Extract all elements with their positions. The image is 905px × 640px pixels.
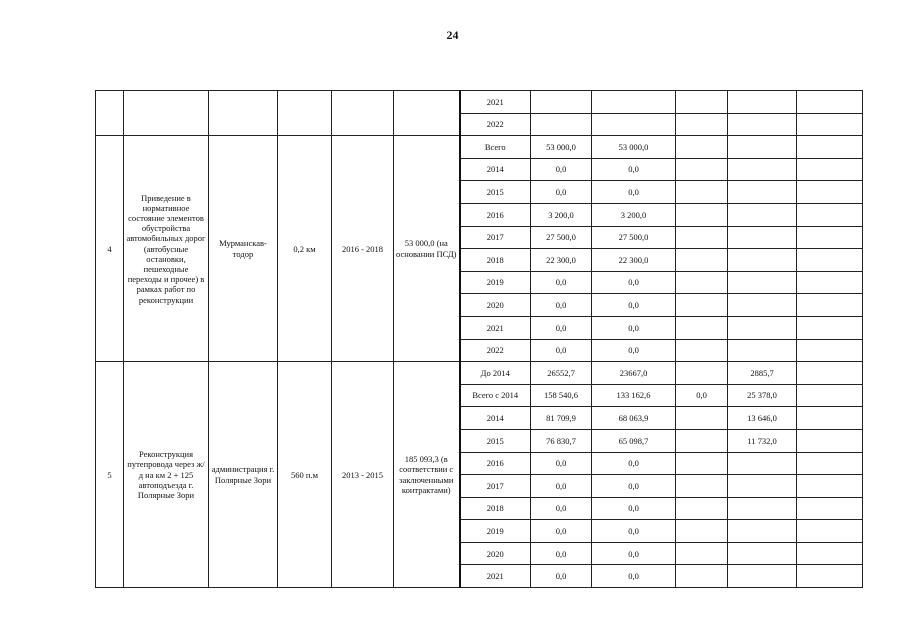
value-cell-c3 bbox=[676, 475, 728, 498]
value-cell-c4 bbox=[728, 316, 797, 339]
value-cell-c4 bbox=[728, 181, 797, 204]
value-cell-c4 bbox=[728, 91, 797, 114]
value-cell-c5 bbox=[797, 362, 863, 385]
cell-cost bbox=[394, 91, 460, 136]
year-cell: 2022 bbox=[460, 339, 531, 362]
value-cell-c5 bbox=[797, 429, 863, 452]
value-cell-c2: 0,0 bbox=[592, 271, 676, 294]
year-cell: 2015 bbox=[460, 429, 531, 452]
value-cell-c3 bbox=[676, 542, 728, 565]
value-cell-c5 bbox=[797, 294, 863, 317]
value-cell-c3 bbox=[676, 203, 728, 226]
table-row bbox=[96, 91, 863, 114]
project-customer: администрация г. Полярные Зори bbox=[209, 362, 278, 588]
value-cell-c4 bbox=[728, 113, 797, 136]
value-cell-c1: 3 200,0 bbox=[531, 203, 592, 226]
value-cell-c1: 0,0 bbox=[531, 520, 592, 543]
value-cell-c2: 0,0 bbox=[592, 497, 676, 520]
value-cell-c2: 68 063,9 bbox=[592, 407, 676, 430]
value-cell-c2: 0,0 bbox=[592, 294, 676, 317]
value-cell-c2: 22 300,0 bbox=[592, 249, 676, 272]
table-row bbox=[96, 136, 863, 159]
value-cell-c3 bbox=[676, 407, 728, 430]
table-body bbox=[96, 91, 863, 588]
year-cell: 2020 bbox=[460, 294, 531, 317]
value-cell-c4 bbox=[728, 565, 797, 588]
value-cell-c4: 2885,7 bbox=[728, 362, 797, 385]
value-cell-c3 bbox=[676, 249, 728, 272]
cell-capacity bbox=[278, 91, 332, 136]
year-cell: 2019 bbox=[460, 520, 531, 543]
cell-customer bbox=[209, 91, 278, 136]
funding-table bbox=[95, 90, 863, 588]
year-cell: 2017 bbox=[460, 475, 531, 498]
project-capacity: 0,2 км bbox=[278, 136, 332, 362]
value-cell-c2: 0,0 bbox=[592, 339, 676, 362]
value-cell-c2: 133 162,6 bbox=[592, 384, 676, 407]
project-name: Реконструкция путепровода через ж/д на км 2 + 125 автоподъезда г. Полярные Зори bbox=[124, 362, 209, 588]
value-cell-c1: 158 540,6 bbox=[531, 384, 592, 407]
value-cell-c5 bbox=[797, 497, 863, 520]
value-cell-c4 bbox=[728, 249, 797, 272]
value-cell-c5 bbox=[797, 249, 863, 272]
value-cell-c2: 0,0 bbox=[592, 542, 676, 565]
value-cell-c3 bbox=[676, 362, 728, 385]
value-cell-c2: 27 500,0 bbox=[592, 226, 676, 249]
value-cell-c2: 65 098,7 bbox=[592, 429, 676, 452]
year-cell: До 2014 bbox=[460, 362, 531, 385]
value-cell-c1: 0,0 bbox=[531, 158, 592, 181]
project-cost: 185 093,3 (в соответствии с заключенными контрактами) bbox=[394, 362, 460, 588]
value-cell-c5 bbox=[797, 271, 863, 294]
year-cell: 2016 bbox=[460, 203, 531, 226]
value-cell-c1: 76 830,7 bbox=[531, 429, 592, 452]
value-cell-c4 bbox=[728, 226, 797, 249]
value-cell-c4 bbox=[728, 542, 797, 565]
value-cell-c4 bbox=[728, 520, 797, 543]
value-cell-c4 bbox=[728, 294, 797, 317]
value-cell-c1: 0,0 bbox=[531, 475, 592, 498]
value-cell-c3 bbox=[676, 565, 728, 588]
value-cell-c2 bbox=[592, 91, 676, 114]
value-cell-c4 bbox=[728, 203, 797, 226]
cell-no bbox=[96, 91, 124, 136]
value-cell-c3 bbox=[676, 339, 728, 362]
year-cell: 2015 bbox=[460, 181, 531, 204]
value-cell-c2: 0,0 bbox=[592, 181, 676, 204]
year-cell: 2020 bbox=[460, 542, 531, 565]
value-cell-c4 bbox=[728, 271, 797, 294]
value-cell-c4 bbox=[728, 136, 797, 159]
value-cell-c3 bbox=[676, 520, 728, 543]
value-cell-c1: 0,0 bbox=[531, 316, 592, 339]
year-cell: 2018 bbox=[460, 249, 531, 272]
table-row bbox=[96, 362, 863, 385]
value-cell-c3 bbox=[676, 136, 728, 159]
value-cell-c4: 25 378,0 bbox=[728, 384, 797, 407]
value-cell-c5 bbox=[797, 136, 863, 159]
year-cell: 2019 bbox=[460, 271, 531, 294]
cell-name bbox=[124, 91, 209, 136]
value-cell-c1: 53 000,0 bbox=[531, 136, 592, 159]
value-cell-c2: 0,0 bbox=[592, 316, 676, 339]
value-cell-c4 bbox=[728, 339, 797, 362]
value-cell-c4 bbox=[728, 475, 797, 498]
value-cell-c1: 22 300,0 bbox=[531, 249, 592, 272]
value-cell-c2 bbox=[592, 113, 676, 136]
value-cell-c2: 0,0 bbox=[592, 475, 676, 498]
value-cell-c2: 3 200,0 bbox=[592, 203, 676, 226]
value-cell-c5 bbox=[797, 475, 863, 498]
value-cell-c5 bbox=[797, 452, 863, 475]
value-cell-c4 bbox=[728, 452, 797, 475]
value-cell-c3 bbox=[676, 91, 728, 114]
year-cell: 2018 bbox=[460, 497, 531, 520]
value-cell-c5 bbox=[797, 542, 863, 565]
value-cell-c5 bbox=[797, 158, 863, 181]
value-cell-c1: 0,0 bbox=[531, 271, 592, 294]
value-cell-c5 bbox=[797, 316, 863, 339]
value-cell-c3 bbox=[676, 429, 728, 452]
value-cell-c1: 0,0 bbox=[531, 181, 592, 204]
value-cell-c3 bbox=[676, 452, 728, 475]
value-cell-c2: 23667,0 bbox=[592, 362, 676, 385]
page-number: 24 bbox=[446, 28, 459, 42]
year-cell: Всего с 2014 bbox=[460, 384, 531, 407]
year-cell: 2017 bbox=[460, 226, 531, 249]
year-cell: Всего bbox=[460, 136, 531, 159]
value-cell-c5 bbox=[797, 181, 863, 204]
project-number: 4 bbox=[96, 136, 124, 362]
value-cell-c1: 0,0 bbox=[531, 452, 592, 475]
year-cell: 2014 bbox=[460, 407, 531, 430]
value-cell-c3 bbox=[676, 316, 728, 339]
value-cell-c3 bbox=[676, 226, 728, 249]
project-name: Приведение в нормативное состояние элементов обустройства автомобильных дорог (автобусные остановки, пешеходные переходы и прочее) в рамках работ по реконструкции bbox=[124, 136, 209, 362]
year-cell: 2021 bbox=[460, 316, 531, 339]
year-cell: 2021 bbox=[460, 565, 531, 588]
project-cost: 53 000,0 (на основании ПСД) bbox=[394, 136, 460, 362]
project-period: 2016 - 2018 bbox=[332, 136, 394, 362]
value-cell-c3 bbox=[676, 158, 728, 181]
value-cell-c2: 0,0 bbox=[592, 565, 676, 588]
year-cell: 2022 bbox=[460, 113, 531, 136]
value-cell-c5 bbox=[797, 203, 863, 226]
value-cell-c1: 0,0 bbox=[531, 294, 592, 317]
value-cell-c1 bbox=[531, 91, 592, 114]
value-cell-c1: 81 709,9 bbox=[531, 407, 592, 430]
value-cell-c1: 0,0 bbox=[531, 497, 592, 520]
value-cell-c5 bbox=[797, 339, 863, 362]
value-cell-c3 bbox=[676, 181, 728, 204]
value-cell-c3: 0,0 bbox=[676, 384, 728, 407]
year-cell: 2014 bbox=[460, 158, 531, 181]
value-cell-c5 bbox=[797, 91, 863, 114]
year-cell: 2016 bbox=[460, 452, 531, 475]
value-cell-c2: 0,0 bbox=[592, 520, 676, 543]
value-cell-c4: 13 646,0 bbox=[728, 407, 797, 430]
value-cell-c4 bbox=[728, 158, 797, 181]
cell-period bbox=[332, 91, 394, 136]
year-cell: 2021 bbox=[460, 91, 531, 114]
value-cell-c5 bbox=[797, 565, 863, 588]
value-cell-c1: 0,0 bbox=[531, 542, 592, 565]
value-cell-c1: 0,0 bbox=[531, 339, 592, 362]
value-cell-c1: 0,0 bbox=[531, 565, 592, 588]
project-customer: Мурманскав-тодор bbox=[209, 136, 278, 362]
value-cell-c2: 0,0 bbox=[592, 158, 676, 181]
value-cell-c5 bbox=[797, 113, 863, 136]
value-cell-c3 bbox=[676, 497, 728, 520]
value-cell-c5 bbox=[797, 520, 863, 543]
value-cell-c2: 53 000,0 bbox=[592, 136, 676, 159]
value-cell-c3 bbox=[676, 294, 728, 317]
value-cell-c1: 26552,7 bbox=[531, 362, 592, 385]
project-period: 2013 - 2015 bbox=[332, 362, 394, 588]
value-cell-c5 bbox=[797, 384, 863, 407]
value-cell-c3 bbox=[676, 271, 728, 294]
value-cell-c1: 27 500,0 bbox=[531, 226, 592, 249]
value-cell-c4: 11 732,0 bbox=[728, 429, 797, 452]
value-cell-c4 bbox=[728, 497, 797, 520]
value-cell-c2: 0,0 bbox=[592, 452, 676, 475]
value-cell-c1 bbox=[531, 113, 592, 136]
project-number: 5 bbox=[96, 362, 124, 588]
value-cell-c5 bbox=[797, 226, 863, 249]
value-cell-c5 bbox=[797, 407, 863, 430]
project-capacity: 560 п.м bbox=[278, 362, 332, 588]
value-cell-c3 bbox=[676, 113, 728, 136]
